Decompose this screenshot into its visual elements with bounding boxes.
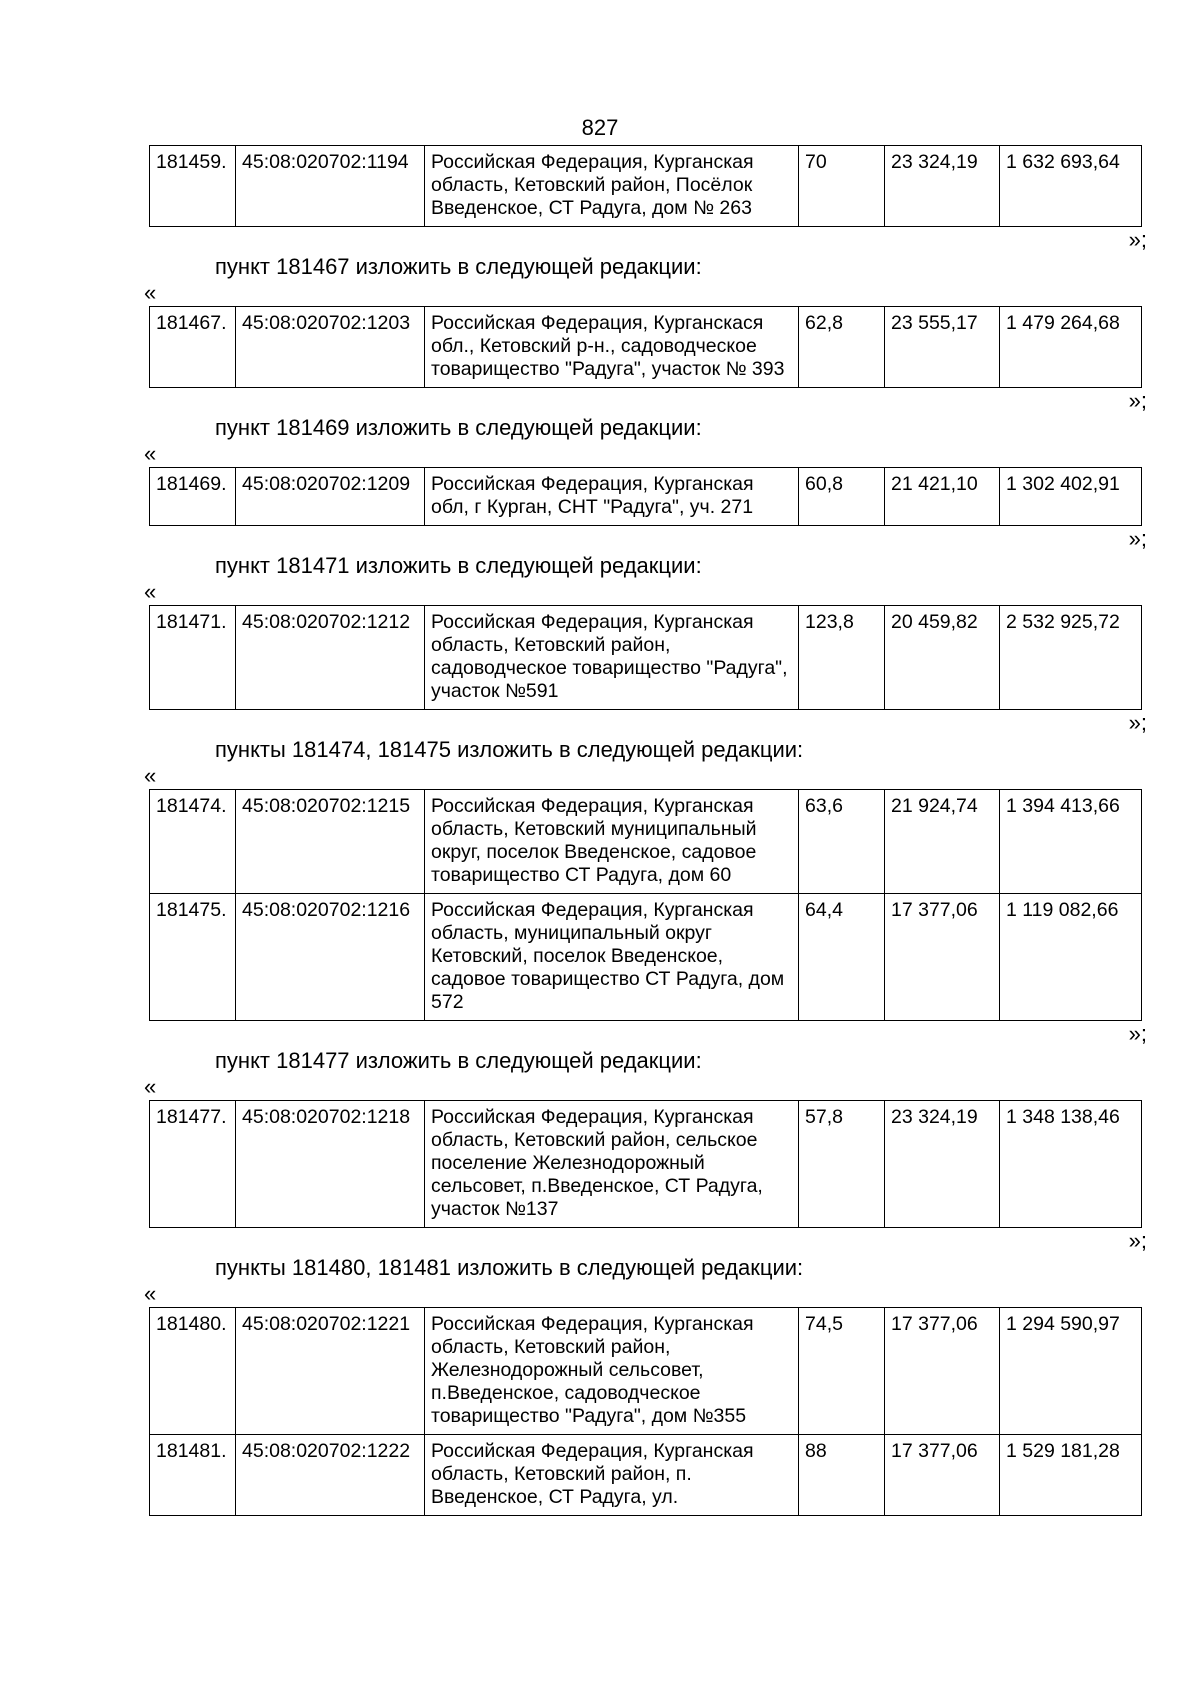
- amendment-block: [0, 1047, 1200, 1254]
- cadastral-value-cell: 1 394 413,66: [1000, 790, 1142, 894]
- item-number-cell: 181481.: [150, 1435, 236, 1516]
- property-table: [149, 1100, 1142, 1228]
- address-cell: Российская Федерация, Курганскася обл., Кетовский р-н., садоводческое товарищество "Радуга", участок № 393: [425, 307, 799, 388]
- cadastral-value-cell: 1 302 402,91: [1000, 468, 1142, 526]
- closing-quote: »;: [1128, 227, 1147, 252]
- item-number-cell: 181475.: [150, 894, 236, 1021]
- cadastral-number-cell: 45:08:020702:1215: [236, 790, 425, 894]
- amendment-list: [0, 144, 1200, 1516]
- amendment-instruction: пункты 181474, 181475 изложить в следующей редакции:: [215, 737, 804, 762]
- address-cell: Российская Федерация, Курганская область, Кетовский муниципальный округ, поселок Введенское, садовое товарищество СТ Радуга, дом 60: [425, 790, 799, 894]
- closing-quote: »;: [1128, 1021, 1147, 1046]
- specific-value-cell: 21 421,10: [885, 468, 1000, 526]
- closing-quote: »;: [1128, 710, 1147, 735]
- cadastral-value-cell: 1 119 082,66: [1000, 894, 1142, 1021]
- specific-value-cell: 17 377,06: [885, 894, 1000, 1021]
- amendment-block: [0, 552, 1200, 736]
- item-number-cell: 181467.: [150, 307, 236, 388]
- amendment-instruction: пункт 181477 изложить в следующей редакции:: [215, 1048, 702, 1073]
- opening-quote: «: [144, 441, 157, 466]
- cadastral-value-cell: 1 348 138,46: [1000, 1101, 1142, 1228]
- amendment-instruction: пункты 181480, 181481 изложить в следующей редакции:: [215, 1255, 804, 1280]
- table-row: [150, 1435, 1142, 1516]
- property-table: [149, 605, 1142, 710]
- cadastral-value-cell: 1 294 590,97: [1000, 1308, 1142, 1435]
- opening-quote: «: [144, 763, 157, 788]
- closing-quote: »;: [1128, 1228, 1147, 1253]
- table-row: [150, 1101, 1142, 1228]
- amendment-block: [0, 414, 1200, 552]
- specific-value-cell: 23 555,17: [885, 307, 1000, 388]
- closing-quote: »;: [1128, 526, 1147, 551]
- table-row: [150, 606, 1142, 710]
- address-cell: Российская Федерация, Курганская обл, г Курган, СНТ "Радуга", уч. 271: [425, 468, 799, 526]
- closing-quote: »;: [1128, 388, 1147, 413]
- area-cell: 88: [799, 1435, 885, 1516]
- specific-value-cell: 21 924,74: [885, 790, 1000, 894]
- table-row: [150, 1308, 1142, 1435]
- address-cell: Российская Федерация, Курганская область, Кетовский район, садоводческое товарищество "Радуга", участок №591: [425, 606, 799, 710]
- cadastral-number-cell: 45:08:020702:1209: [236, 468, 425, 526]
- cadastral-value-cell: 1 479 264,68: [1000, 307, 1142, 388]
- area-cell: 57,8: [799, 1101, 885, 1228]
- specific-value-cell: 17 377,06: [885, 1435, 1000, 1516]
- address-cell: Российская Федерация, Курганская область, Кетовский район, Железнодорожный сельсовет, п.Введенское, садоводческое товарищество "Радуга", дом №355: [425, 1308, 799, 1435]
- item-number-cell: 181474.: [150, 790, 236, 894]
- table-row: [150, 894, 1142, 1021]
- opening-quote: «: [144, 1281, 157, 1306]
- specific-value-cell: 23 324,19: [885, 146, 1000, 227]
- page-number: 827: [581, 115, 619, 140]
- table-row: [150, 790, 1142, 894]
- area-cell: 60,8: [799, 468, 885, 526]
- table-row: [150, 146, 1142, 227]
- amendment-block: [0, 736, 1200, 1047]
- address-cell: Российская Федерация, Курганская область, Кетовский район, сельское поселение Железнодорожный сельсовет, п.Введенское, СТ Радуга, участок №137: [425, 1101, 799, 1228]
- amendment-instruction: пункт 181469 изложить в следующей редакции:: [215, 415, 702, 440]
- item-number-cell: 181471.: [150, 606, 236, 710]
- address-cell: Российская Федерация, Курганская область, Кетовский район, п. Введенское, СТ Радуга, ул.: [425, 1435, 799, 1516]
- address-cell: Российская Федерация, Курганская область, Кетовский район, Посёлок Введенское, СТ Радуга, дом № 263: [425, 146, 799, 227]
- cadastral-number-cell: 45:08:020702:1221: [236, 1308, 425, 1435]
- property-table: [149, 789, 1142, 1021]
- specific-value-cell: 20 459,82: [885, 606, 1000, 710]
- cadastral-value-cell: 1 632 693,64: [1000, 146, 1142, 227]
- area-cell: 64,4: [799, 894, 885, 1021]
- cadastral-value-cell: 2 532 925,72: [1000, 606, 1142, 710]
- area-cell: 123,8: [799, 606, 885, 710]
- cadastral-number-cell: 45:08:020702:1216: [236, 894, 425, 1021]
- item-number-cell: 181459.: [150, 146, 236, 227]
- amendment-block: [0, 1254, 1200, 1516]
- cadastral-number-cell: 45:08:020702:1212: [236, 606, 425, 710]
- property-table: [149, 467, 1142, 526]
- cadastral-number-cell: 45:08:020702:1222: [236, 1435, 425, 1516]
- property-table: [149, 145, 1142, 227]
- area-cell: 70: [799, 146, 885, 227]
- property-table: [149, 306, 1142, 388]
- specific-value-cell: 17 377,06: [885, 1308, 1000, 1435]
- table-row: [150, 468, 1142, 526]
- cadastral-number-cell: 45:08:020702:1203: [236, 307, 425, 388]
- item-number-cell: 181480.: [150, 1308, 236, 1435]
- cadastral-value-cell: 1 529 181,28: [1000, 1435, 1142, 1516]
- area-cell: 63,6: [799, 790, 885, 894]
- amendment-instruction: пункт 181467 изложить в следующей редакции:: [215, 254, 702, 279]
- opening-quote: «: [144, 280, 157, 305]
- address-cell: Российская Федерация, Курганская область, муниципальный округ Кетовский, поселок Введенское, садовое товарищество СТ Радуга, дом 572: [425, 894, 799, 1021]
- amendment-instruction: пункт 181471 изложить в следующей редакции:: [215, 553, 702, 578]
- table-row: [150, 307, 1142, 388]
- area-cell: 74,5: [799, 1308, 885, 1435]
- amendment-block: [0, 253, 1200, 414]
- amendment-block: [0, 145, 1200, 253]
- specific-value-cell: 23 324,19: [885, 1101, 1000, 1228]
- opening-quote: «: [144, 579, 157, 604]
- cadastral-number-cell: 45:08:020702:1218: [236, 1101, 425, 1228]
- property-table: [149, 1307, 1142, 1516]
- item-number-cell: 181477.: [150, 1101, 236, 1228]
- cadastral-number-cell: 45:08:020702:1194: [236, 146, 425, 227]
- opening-quote: «: [144, 1074, 157, 1099]
- item-number-cell: 181469.: [150, 468, 236, 526]
- area-cell: 62,8: [799, 307, 885, 388]
